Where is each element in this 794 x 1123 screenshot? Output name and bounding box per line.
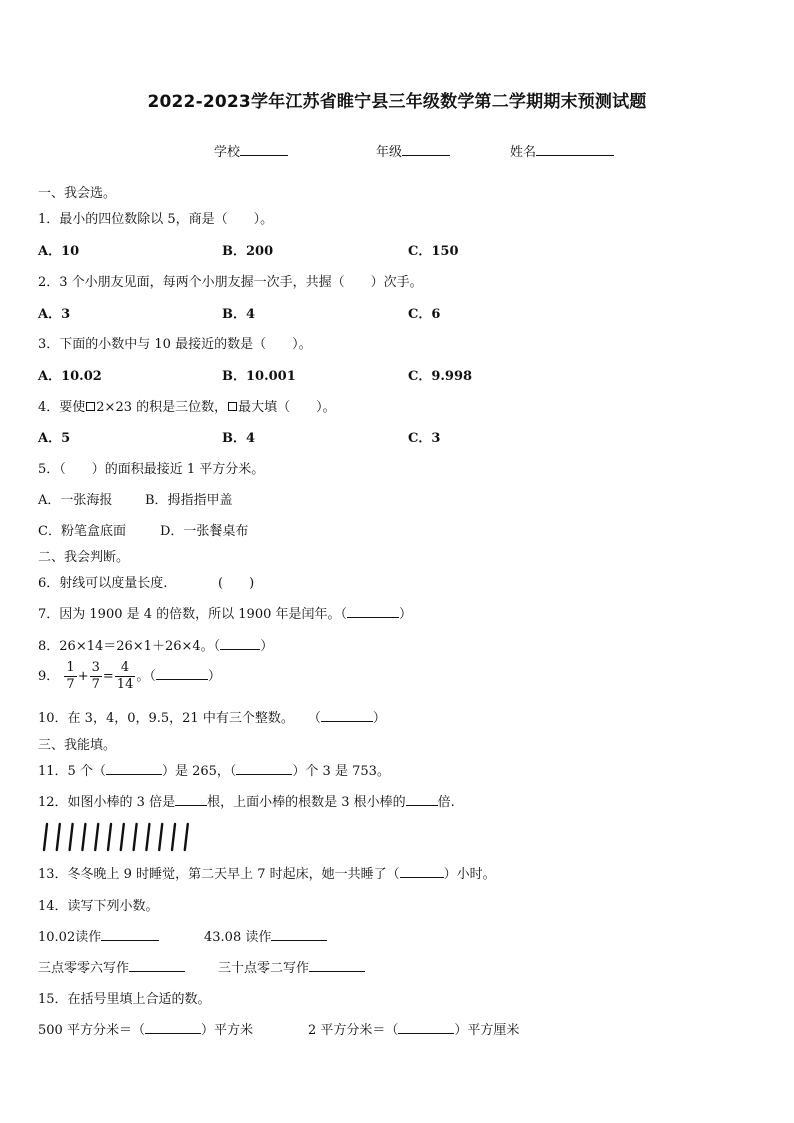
paren: （ xyxy=(340,607,348,622)
stem-part: 根，上面小棒的根数是 3 根小棒的 xyxy=(207,795,406,810)
read-item xyxy=(204,926,327,945)
answer-blank[interactable] xyxy=(106,762,162,775)
stick xyxy=(95,824,98,850)
option-c[interactable]: C．150 xyxy=(408,244,459,259)
school-blank[interactable] xyxy=(240,143,288,156)
paren: （ xyxy=(213,639,221,654)
question-stem xyxy=(38,863,496,882)
answer-blank[interactable]: ( ) xyxy=(218,576,255,591)
stem-part: 。 xyxy=(136,669,150,684)
question-stem xyxy=(38,603,412,622)
stem-part: 500 平方分米＝（ xyxy=(38,1023,145,1038)
conversion-item xyxy=(38,1019,253,1038)
question-stem xyxy=(38,760,390,779)
answer-blank[interactable] xyxy=(156,667,208,680)
answer-blank[interactable] xyxy=(321,709,373,722)
paren: ） xyxy=(207,669,221,684)
option-a[interactable]: A．10.02 xyxy=(38,369,102,384)
paren: （ xyxy=(149,669,156,684)
section-heading: 一、我会选。 xyxy=(38,186,117,201)
numerator: 3 xyxy=(91,660,100,675)
option-b[interactable]: B．10.001 xyxy=(222,369,296,384)
school-label: 学校 xyxy=(214,145,241,160)
stick xyxy=(82,824,85,850)
option-c[interactable]: C．3 xyxy=(408,431,441,446)
denominator: 7 xyxy=(91,677,100,692)
option-b[interactable]: B．4 xyxy=(222,431,256,446)
write-item xyxy=(38,957,185,976)
stem-part: 最大填（ ）。 xyxy=(238,400,336,415)
stem-part: 8．26×14＝26×1＋26×4。 xyxy=(38,639,214,654)
stem-part: 三十点零二写作 xyxy=(218,961,310,976)
name-field xyxy=(510,141,614,160)
school-field xyxy=(214,141,288,160)
stem-part: 12．如图小棒的 3 倍是 xyxy=(38,795,176,810)
question-stem xyxy=(38,635,273,654)
option-d[interactable]: D．一张餐桌布 xyxy=(160,524,249,539)
stem-part: 三点零零六写作 xyxy=(38,961,130,976)
stick xyxy=(134,824,137,850)
question-stem: 5．（ ）的面积最接近 1 平方分米。 xyxy=(38,462,265,477)
stick xyxy=(121,824,124,850)
stem-part: 倍. xyxy=(437,795,455,810)
read-item xyxy=(38,926,159,945)
numerator: 4 xyxy=(115,660,136,677)
stem-part: 10．在 3，4，0，9.5，21 中有三个整数。 xyxy=(38,711,294,726)
square-box-icon xyxy=(86,402,95,411)
question-stem: 3．下面的小数中与 10 最接近的数是（ ）。 xyxy=(38,337,312,352)
option-a[interactable]: A．3 xyxy=(38,307,71,322)
sticks-figure xyxy=(38,822,198,852)
operator: + xyxy=(77,669,89,684)
sticks-svg xyxy=(38,822,198,852)
stem-part: 11．5 个（ xyxy=(38,764,106,779)
paren: ） xyxy=(372,711,386,726)
option-b[interactable]: B．200 xyxy=(222,244,274,259)
question-stem xyxy=(38,707,386,726)
grade-field xyxy=(376,141,450,160)
stick xyxy=(108,824,111,850)
answer-blank[interactable] xyxy=(271,928,327,941)
answer-blank[interactable] xyxy=(220,637,260,650)
stem-part: 43.08 读作 xyxy=(204,930,272,945)
question-stem xyxy=(38,660,221,693)
stem-part: 10.02读作 xyxy=(38,930,102,945)
option-c[interactable]: C．粉笔盒底面 xyxy=(38,524,126,539)
grade-blank[interactable] xyxy=(402,143,450,156)
stick xyxy=(70,824,73,850)
option-a[interactable]: A．5 xyxy=(38,431,71,446)
answer-blank[interactable] xyxy=(175,793,207,806)
section-heading: 三、我能填。 xyxy=(38,738,117,753)
grade-label: 年级 xyxy=(376,145,403,160)
question-stem xyxy=(38,791,455,810)
name-label: 姓名 xyxy=(510,145,537,160)
answer-blank[interactable] xyxy=(236,762,292,775)
answer-blank[interactable] xyxy=(400,865,444,878)
stem-part: 4．要使 xyxy=(38,400,86,415)
stick xyxy=(159,824,162,850)
section-heading: 二、我会判断。 xyxy=(38,550,130,565)
answer-blank[interactable] xyxy=(145,1021,201,1034)
question-stem: 6．射线可以度量长度. xyxy=(38,576,168,591)
stem-part: ）平方厘米 xyxy=(454,1023,520,1038)
stem-part: 2×23 的积是三位数， xyxy=(96,400,228,415)
stick xyxy=(57,824,60,850)
paren: ） xyxy=(260,639,274,654)
option-c[interactable]: C．6 xyxy=(408,307,441,322)
option-c[interactable]: C．9.998 xyxy=(408,369,473,384)
stick xyxy=(185,824,188,850)
answer-blank[interactable] xyxy=(347,605,399,618)
stick xyxy=(172,824,175,850)
paren: （ xyxy=(307,711,321,726)
stem-part: 2 平方分米＝（ xyxy=(308,1023,399,1038)
option-a[interactable]: A．10 xyxy=(38,244,80,259)
operator: = xyxy=(102,669,114,684)
stem-part: ）是 265，（ xyxy=(161,764,237,779)
square-box-icon xyxy=(228,402,237,411)
stem-part: ）个 3 是 753。 xyxy=(292,764,390,779)
stem-part: 13．冬冬晚上 9 时睡觉，第二天早上 7 时起床，她一共睡了（ xyxy=(38,867,400,882)
numerator: 1 xyxy=(66,660,75,675)
question-stem: 15．在括号里填上合适的数。 xyxy=(38,992,211,1007)
denominator: 14 xyxy=(116,677,134,692)
question-stem: 2．3 个小朋友见面，每两个小朋友握一次手，共握（ ）次手。 xyxy=(38,275,423,290)
stem-part: ）平方米 xyxy=(200,1023,253,1038)
answer-blank[interactable] xyxy=(101,928,159,941)
question-stem: 14．读写下列小数。 xyxy=(38,899,159,914)
stick xyxy=(146,824,149,850)
question-stem xyxy=(38,396,336,415)
answer-blank[interactable] xyxy=(309,959,365,972)
stem-part: ）小时。 xyxy=(443,867,496,882)
write-item xyxy=(218,957,365,976)
fraction xyxy=(64,660,76,693)
question-stem: 1．最小的四位数除以 5，商是（ ）。 xyxy=(38,212,274,227)
paren: ） xyxy=(399,607,413,622)
fraction xyxy=(90,660,102,693)
fraction xyxy=(115,660,136,693)
name-blank[interactable] xyxy=(536,143,614,156)
stem-part: 9． xyxy=(38,669,60,684)
option-b[interactable]: B．4 xyxy=(222,307,256,322)
option-b[interactable]: B．拇指指甲盖 xyxy=(145,493,233,508)
stick xyxy=(44,824,47,850)
page-title: 2022-2023学年江苏省睢宁县三年级数学第二学期期末预测试题 xyxy=(147,92,647,112)
stem-part: 7．因为 1900 是 4 的倍数，所以 1900 年是闰年。 xyxy=(38,607,341,622)
option-a[interactable]: A．一张海报 xyxy=(38,493,113,508)
denominator: 7 xyxy=(66,677,75,692)
answer-blank[interactable] xyxy=(406,793,438,806)
answer-blank[interactable] xyxy=(129,959,185,972)
answer-blank[interactable] xyxy=(398,1021,454,1034)
conversion-item xyxy=(308,1019,519,1038)
